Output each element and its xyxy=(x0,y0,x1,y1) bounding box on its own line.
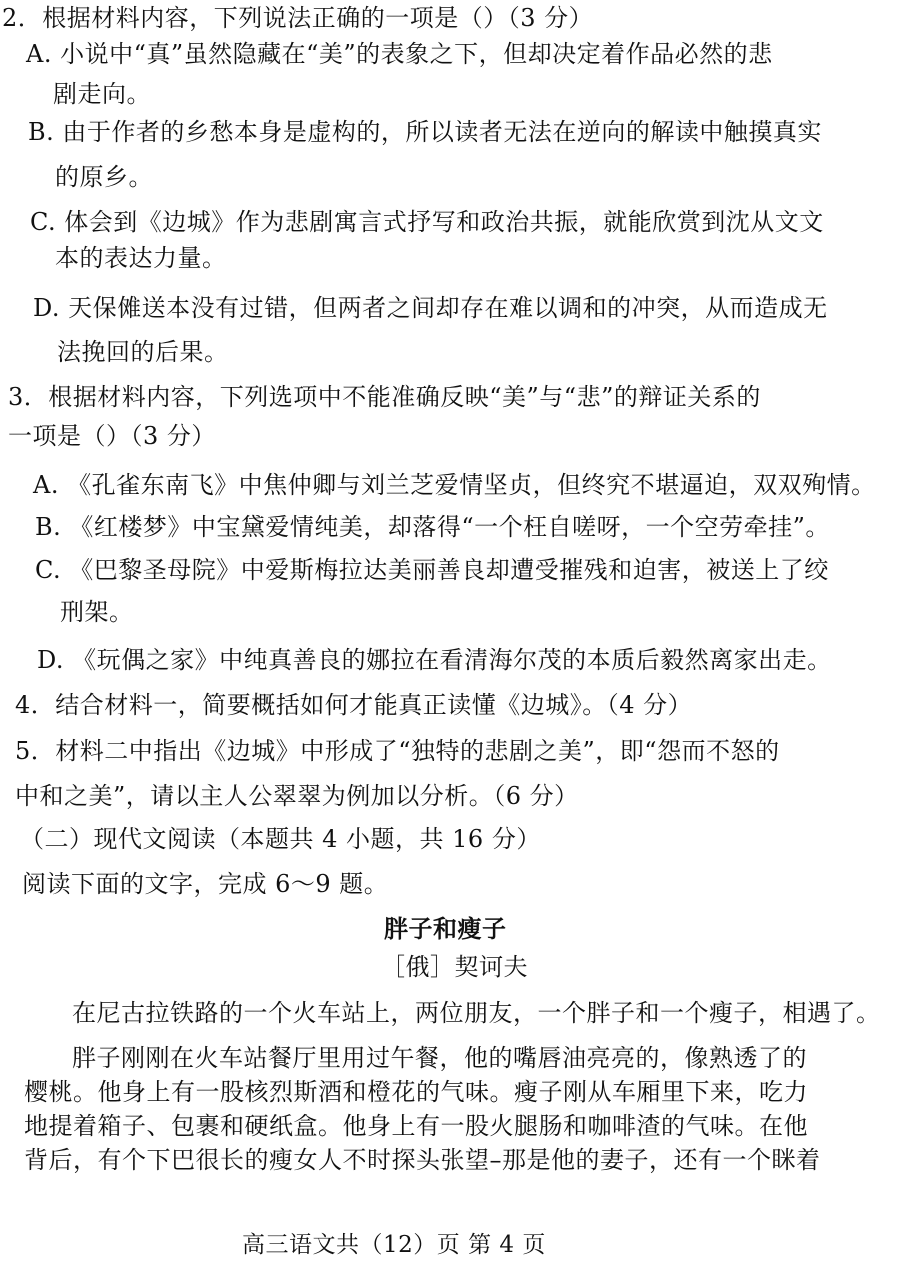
q3-option-a: A. 《孔雀东南飞》中焦仲卿与刘兰芝爱情坚贞，但终究不堪逼迫，双双殉情。 xyxy=(33,471,876,499)
q3-option-d: D. 《玩偶之家》中纯真善良的娜拉在看清海尔茂的本质后毅然离家出走。 xyxy=(37,646,832,674)
q2-option-a-line1: A. 小说中“真”虽然隐藏在“美”的表象之下，但却决定着作品必然的悲 xyxy=(26,40,773,68)
q3-option-c-line1: C. 《巴黎圣母院》中爱斯梅拉达美丽善良却遭受摧残和迫害，被送上了绞 xyxy=(35,556,829,584)
q5-stem-line2: 中和之美”，请以主人公翠翠为例加以分析。（6 分） xyxy=(15,782,579,810)
q2-stem: 2．根据材料内容，下列说法正确的一项是（）（3 分） xyxy=(2,4,594,32)
story-paragraph-2-line2: 樱桃。他身上有一股核烈斯酒和橙花的气味。瘦子刚从车厢里下来，吃力 xyxy=(24,1078,808,1106)
q2-option-c-line2: 本的表达力量。 xyxy=(55,244,227,272)
story-author: ［俄］契诃夫 xyxy=(381,953,528,981)
q2-option-c-line1: C. 体会到《边城》作为悲剧寓言式抒写和政治共振，就能欣赏到沈从文文 xyxy=(30,208,824,236)
q3-option-b: B. 《红楼梦》中宝黛爱情纯美，却落得“一个枉自嗟呀，一个空劳牵挂”。 xyxy=(35,513,830,541)
q2-option-d-line1: D. 天保傩送本没有过错，但两者之间却存在难以调和的冲突，从而造成无 xyxy=(33,294,828,322)
section-instruction: 阅读下面的文字，完成 6～9 题。 xyxy=(22,870,389,898)
q2-option-d-line2: 法挽回的后果。 xyxy=(57,338,229,366)
story-title: 胖子和瘦子 xyxy=(384,914,507,943)
q3-stem-line1: 3．根据材料内容，下列选项中不能准确反映“美”与“悲”的辩证关系的 xyxy=(8,383,761,411)
story-paragraph-1: 在尼古拉铁路的一个火车站上，两位朋友，一个胖子和一个瘦子，相遇了。 xyxy=(72,999,881,1027)
q3-stem-line2: 一项是（）（3 分） xyxy=(8,422,216,450)
q4-stem: 4．结合材料一，简要概括如何才能真正读懂《边城》。（4 分） xyxy=(15,691,693,719)
story-paragraph-2-line3: 地提着箱子、包裹和硬纸盒。他身上有一股火腿肠和咖啡渣的气味。在他 xyxy=(24,1112,808,1140)
story-paragraph-2-line1: 胖子刚刚在火车站餐厅里用过午餐，他的嘴唇油亮亮的，像熟透了的 xyxy=(72,1044,807,1072)
q2-option-a-line2: 剧走向。 xyxy=(53,80,151,108)
section-heading: （二）现代文阅读（本题共 4 小题，共 16 分） xyxy=(20,825,541,853)
story-paragraph-2-line4: 背后，有个下巴很长的瘦女人不时探头张望–那是他的妻子，还有一个眯着 xyxy=(24,1146,821,1174)
page-footer: 高三语文共（12）页 第 4 页 xyxy=(242,1232,546,1258)
q5-stem-line1: 5．材料二中指出《边城》中形成了“独特的悲剧之美”，即“怨而不怒的 xyxy=(15,737,780,765)
q3-option-c-line2: 刑架。 xyxy=(60,598,134,626)
q2-option-b-line2: 的原乡。 xyxy=(55,163,153,191)
q2-option-b-line1: B. 由于作者的乡愁本身是虚构的，所以读者无法在逆向的解读中触摸真实 xyxy=(28,118,822,146)
